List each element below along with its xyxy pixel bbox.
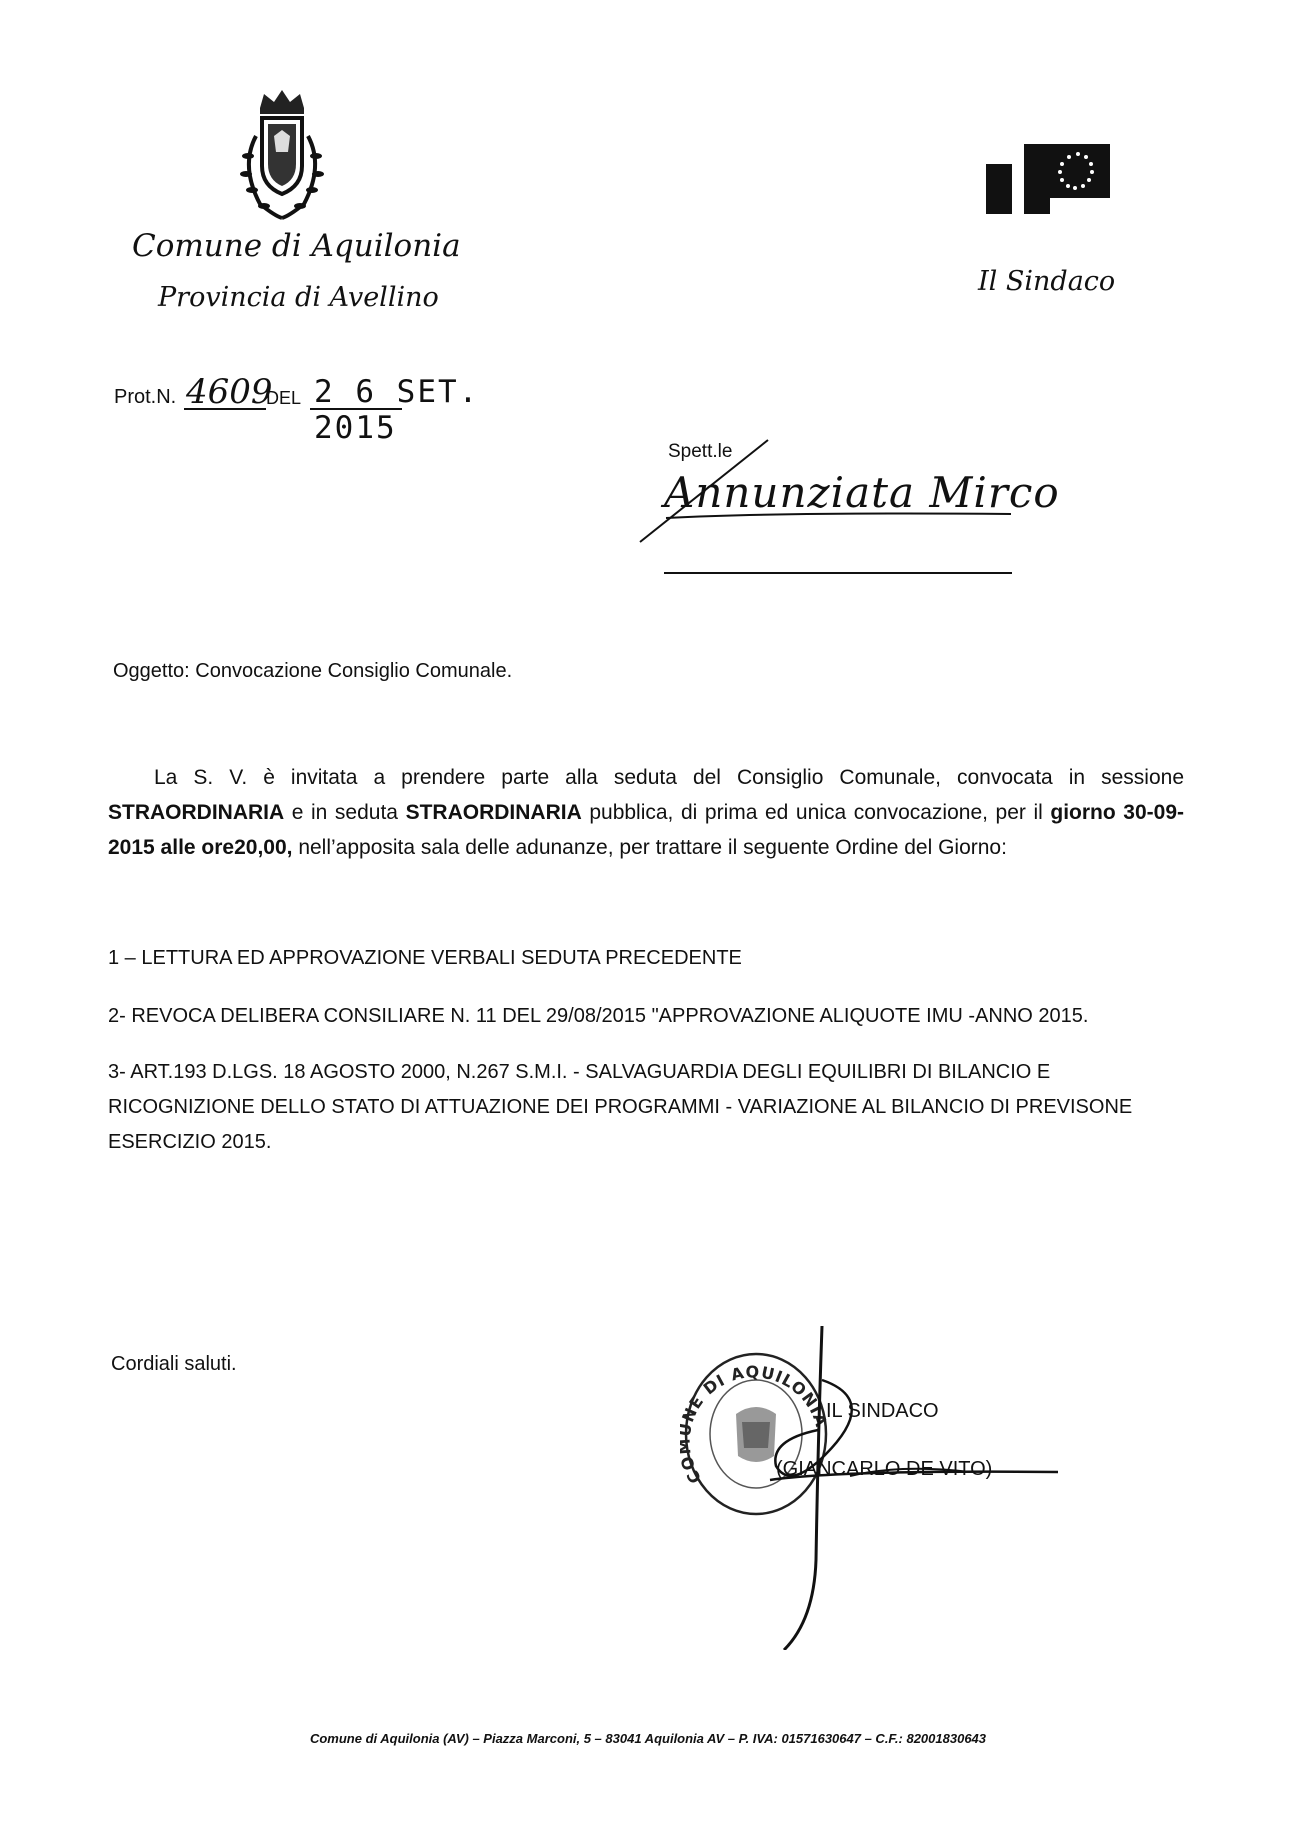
sindaco-title: IL SINDACO [826, 1400, 939, 1422]
recipient-name: Annunziata Mirco [664, 468, 1060, 517]
prot-number-underline [184, 408, 266, 410]
recipient-handwriting-stroke [636, 428, 1106, 548]
subject-line: Oggetto: Convocazione Consiglio Comunale. [113, 660, 513, 682]
agenda-item-1: 1 – LETTURA ED APPROVAZIONE VERBALI SEDUTA PRECEDENTE [108, 947, 742, 969]
body-paragraph: La S. V. è invitata a prendere parte alla seduta del Consiglio Comunale, convocata in sessione STRAORDINARIA e in seduta STRAORDINARIA pubblica, di prima ed unica convocazione, per il giorno 30-09-2015 alle ore20,00, nell’apposita sala delle adunanze, per trattare il seguente Ordine del Giorno: [108, 766, 1184, 859]
recipient-label: Spett.le [668, 441, 733, 462]
prot-number: 4609 [186, 372, 273, 412]
closing-text: Cordiali saluti. [111, 1353, 237, 1375]
coat-of-arms-logo [230, 86, 335, 224]
sindaco-heading: Il Sindaco [978, 266, 1116, 297]
date-stamp: 2 6 SET. 2015 [314, 374, 480, 446]
ip-logo [984, 142, 1112, 216]
provincia-heading: Provincia di Avellino [158, 282, 439, 313]
sindaco-name: (GIANCARLO DE VITO) [776, 1458, 993, 1480]
handwritten-signature [730, 1320, 1060, 1650]
del-label: DEL [266, 388, 302, 408]
agenda-item-3: 3- ART.193 D.LGS. 18 AGOSTO 2000, N.267 S.M.I. - SALVAGUARDIA DEGLI EQUILIBRI DI BILANCIO E RICOGNIZIONE DELLO STATO DI ATTUAZIONE DEI PROGRAMMI - VARIAZIONE AL BILANCIO DI PREVISONE ESERCIZIO 2015. [108, 1061, 1133, 1153]
footer-address: Comune di Aquilonia (AV) – Piazza Marconi, 5 – 83041 Aquilonia AV – P. IVA: 01571630647 – C.F.: 82001830643 [309, 1731, 987, 1746]
recipient-underline [664, 572, 1012, 574]
date-underline [310, 408, 402, 410]
comune-heading: Comune di Aquilonia [132, 228, 461, 264]
agenda-item-2: 2- REVOCA DELIBERA CONSILIARE N. 11 DEL 29/08/2015 "APPROVAZIONE ALIQUOTE IMU -ANNO 2015. [108, 1005, 1089, 1027]
prot-label: Prot.N. [114, 386, 177, 408]
protocol-line [114, 372, 514, 446]
stamp-text: C NE DI AQUILONIA [680, 1362, 832, 1487]
